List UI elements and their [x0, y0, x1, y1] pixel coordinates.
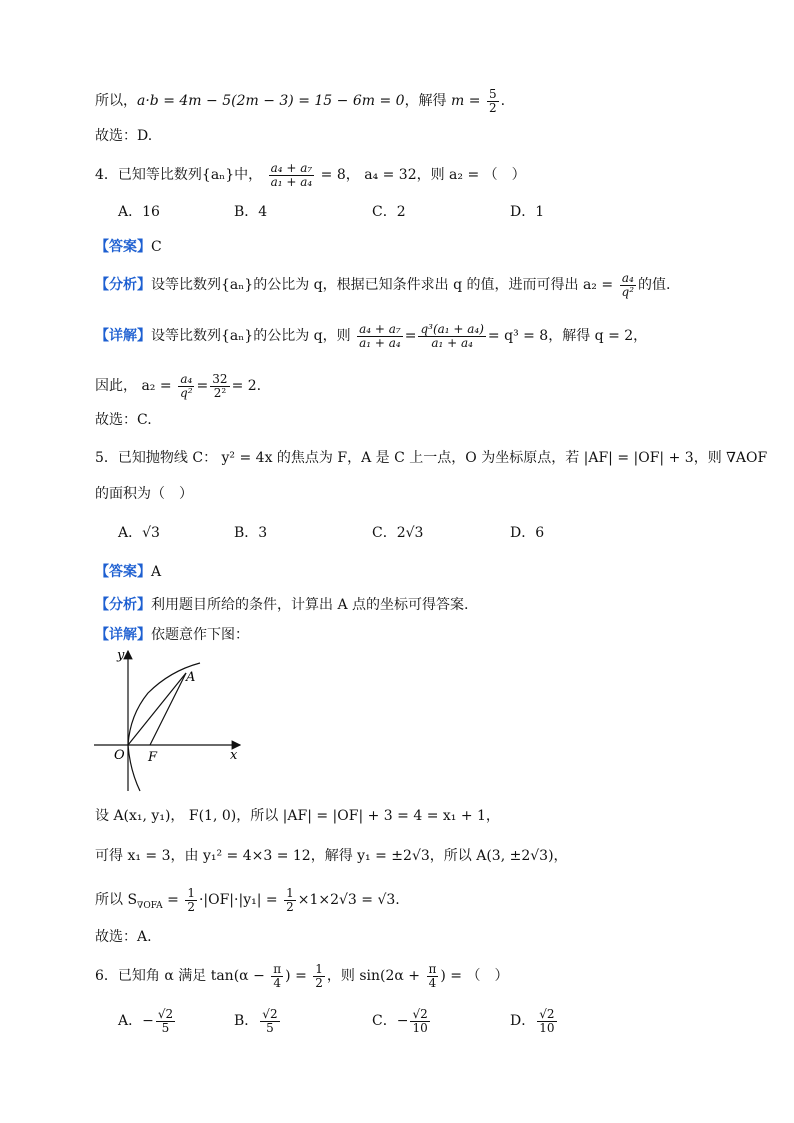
- q6-option-c[interactable]: C．− $\frac{√2}{10}$: [372, 1007, 428, 1035]
- q4-stem-fraction: $\frac{\text{a₄ + a₇}}{\text{a₁ + a₄}}$: [270, 161, 313, 189]
- q4-analysis-fraction: $\frac{\text{a₄}}{\text{q²}}$: [621, 271, 635, 299]
- q4-stem: 4．已知等比数列{aₙ}中， $\frac{\text{a₄ + a₇}}{\text{a₁ + a₄}}$ = 8， a₄ = 32，则 a₂ = （ ）: [95, 161, 526, 189]
- q4-detail-fraction-1: $\frac{\text{a₄ + a₇}}{\text{a₁ + a₄}}$: [359, 322, 401, 350]
- label-O: O: [114, 748, 125, 763]
- q5-line-2: 可得 x₁ = 3，由 y₁² = 4×3 = 12，解得 y₁ = ±2√3，所以 A(3, ±2√3)，: [95, 848, 568, 864]
- q5-option-b[interactable]: B．3: [234, 525, 268, 541]
- q5-line-3: 所以 $S_{\nabla OFA}$ = $\frac{1}{2}$ ·|OF|·|y₁| = $\frac{1}{2}$ ×1×2√3 = √3.: [95, 886, 400, 914]
- segment-FA: [150, 673, 186, 745]
- q4-thus-fraction-2: $\frac{32}{\text{2²}}$: [212, 372, 228, 400]
- q5-line-1: 设 A(x₁, y₁)， F(1, 0)，所以 |AF| = |OF| + 3 = 4 = x₁ + 1，: [95, 808, 500, 824]
- q5-stem-line-1: 5．已知抛物线 C： y² = 4x 的焦点为 F，A 是 C 上一点，O 为坐标原点，若 |AF| = |OF| + 3，则 ∇AOF: [95, 450, 768, 466]
- q4-thus: 因此， a₂ = $\frac{\text{a₄}}{\text{q²}}$ = $\frac{32}{\text{2²}}$ = 2.: [95, 372, 262, 400]
- q4-detail-fraction-2: $\frac{\text{q³(a₁ + a₄)}}{\text{a₁ + a₄}}$: [420, 322, 484, 350]
- q5-analysis: 【分析】利用题目所给的条件，计算出 A 点的坐标可得答案.: [95, 597, 469, 613]
- q4-choice: 故选：C.: [95, 412, 152, 428]
- q5-choice: 故选：A.: [95, 929, 152, 945]
- q5-option-a[interactable]: A．√3: [118, 525, 160, 541]
- q5-stem-line-2: 的面积为（ ）: [95, 486, 193, 502]
- label-A: A: [186, 670, 196, 685]
- q6-pi-fraction-2: $\frac{\pi}{4}$: [428, 962, 437, 990]
- q4-option-c[interactable]: C．2: [372, 204, 406, 220]
- q5-option-c[interactable]: C．2√3: [372, 525, 424, 541]
- q6-option-a[interactable]: A．− $\frac{√2}{5}$: [118, 1007, 174, 1035]
- parabola-lower: [128, 745, 140, 791]
- q5-area-fraction-2: $\frac{1}{2}$: [286, 886, 294, 914]
- q4-option-d[interactable]: D．1: [510, 204, 545, 220]
- fraction-m: $\frac{5}{2}$: [488, 87, 497, 115]
- prev-conclusion: 所以，a·b = 4m − 5(2m − 3) = 15 − 6m = 0，解得 m = $\frac{5}{2}$ .: [95, 87, 506, 115]
- q6-option-d[interactable]: D． $\frac{√2}{10}$: [510, 1007, 555, 1035]
- q5-area-fraction-1: $\frac{1}{2}$: [187, 886, 195, 914]
- q6-half-fraction: $\frac{1}{2}$: [315, 962, 323, 990]
- q5-option-d[interactable]: D．6: [510, 525, 545, 541]
- parabola-figure: [90, 645, 250, 795]
- q4-analysis: 【分析】设等比数列{aₙ}的公比为 q，根据已知条件求出 q 的值，进而可得出 a₂ = $\frac{\text{a₄}}{\text{q²}}$ 的值.: [95, 271, 671, 299]
- label-x: x: [230, 748, 238, 763]
- q5-detail: 【详解】依题意作下图：: [95, 627, 249, 643]
- label-y: y: [117, 648, 125, 663]
- q6-stem: 6．已知角 α 满足 tan(α − $\frac{\pi}{4}$ ) = $\frac{1}{2}$ ，则 sin(2α + $\frac{\pi}{4}$ ) = （ ）: [95, 962, 509, 990]
- q4-option-a[interactable]: A．16: [118, 204, 160, 220]
- segment-OA: [128, 673, 186, 745]
- prev-choice: 故选：D.: [95, 128, 153, 144]
- label-F: F: [148, 750, 158, 765]
- q4-thus-fraction-1: $\frac{\text{a₄}}{\text{q²}}$: [180, 372, 193, 400]
- q6-pi-fraction-1: $\frac{\pi}{4}$: [273, 962, 282, 990]
- q4-answer: 【答案】C: [95, 239, 162, 255]
- q6-option-b[interactable]: B． $\frac{√2}{5}$: [234, 1007, 278, 1035]
- q4-option-b[interactable]: B．4: [234, 204, 268, 220]
- q5-answer: 【答案】A: [95, 564, 162, 580]
- q4-detail: 【详解】设等比数列{aₙ}的公比为 q，则 $\frac{\text{a₄ + a₇}}{\text{a₁ + a₄}}$ = $\frac{\text{q³(a₁ + a₄)}}{\text{a₁ + a₄}}$ = q³ = 8，解得 q = 2，: [95, 322, 648, 350]
